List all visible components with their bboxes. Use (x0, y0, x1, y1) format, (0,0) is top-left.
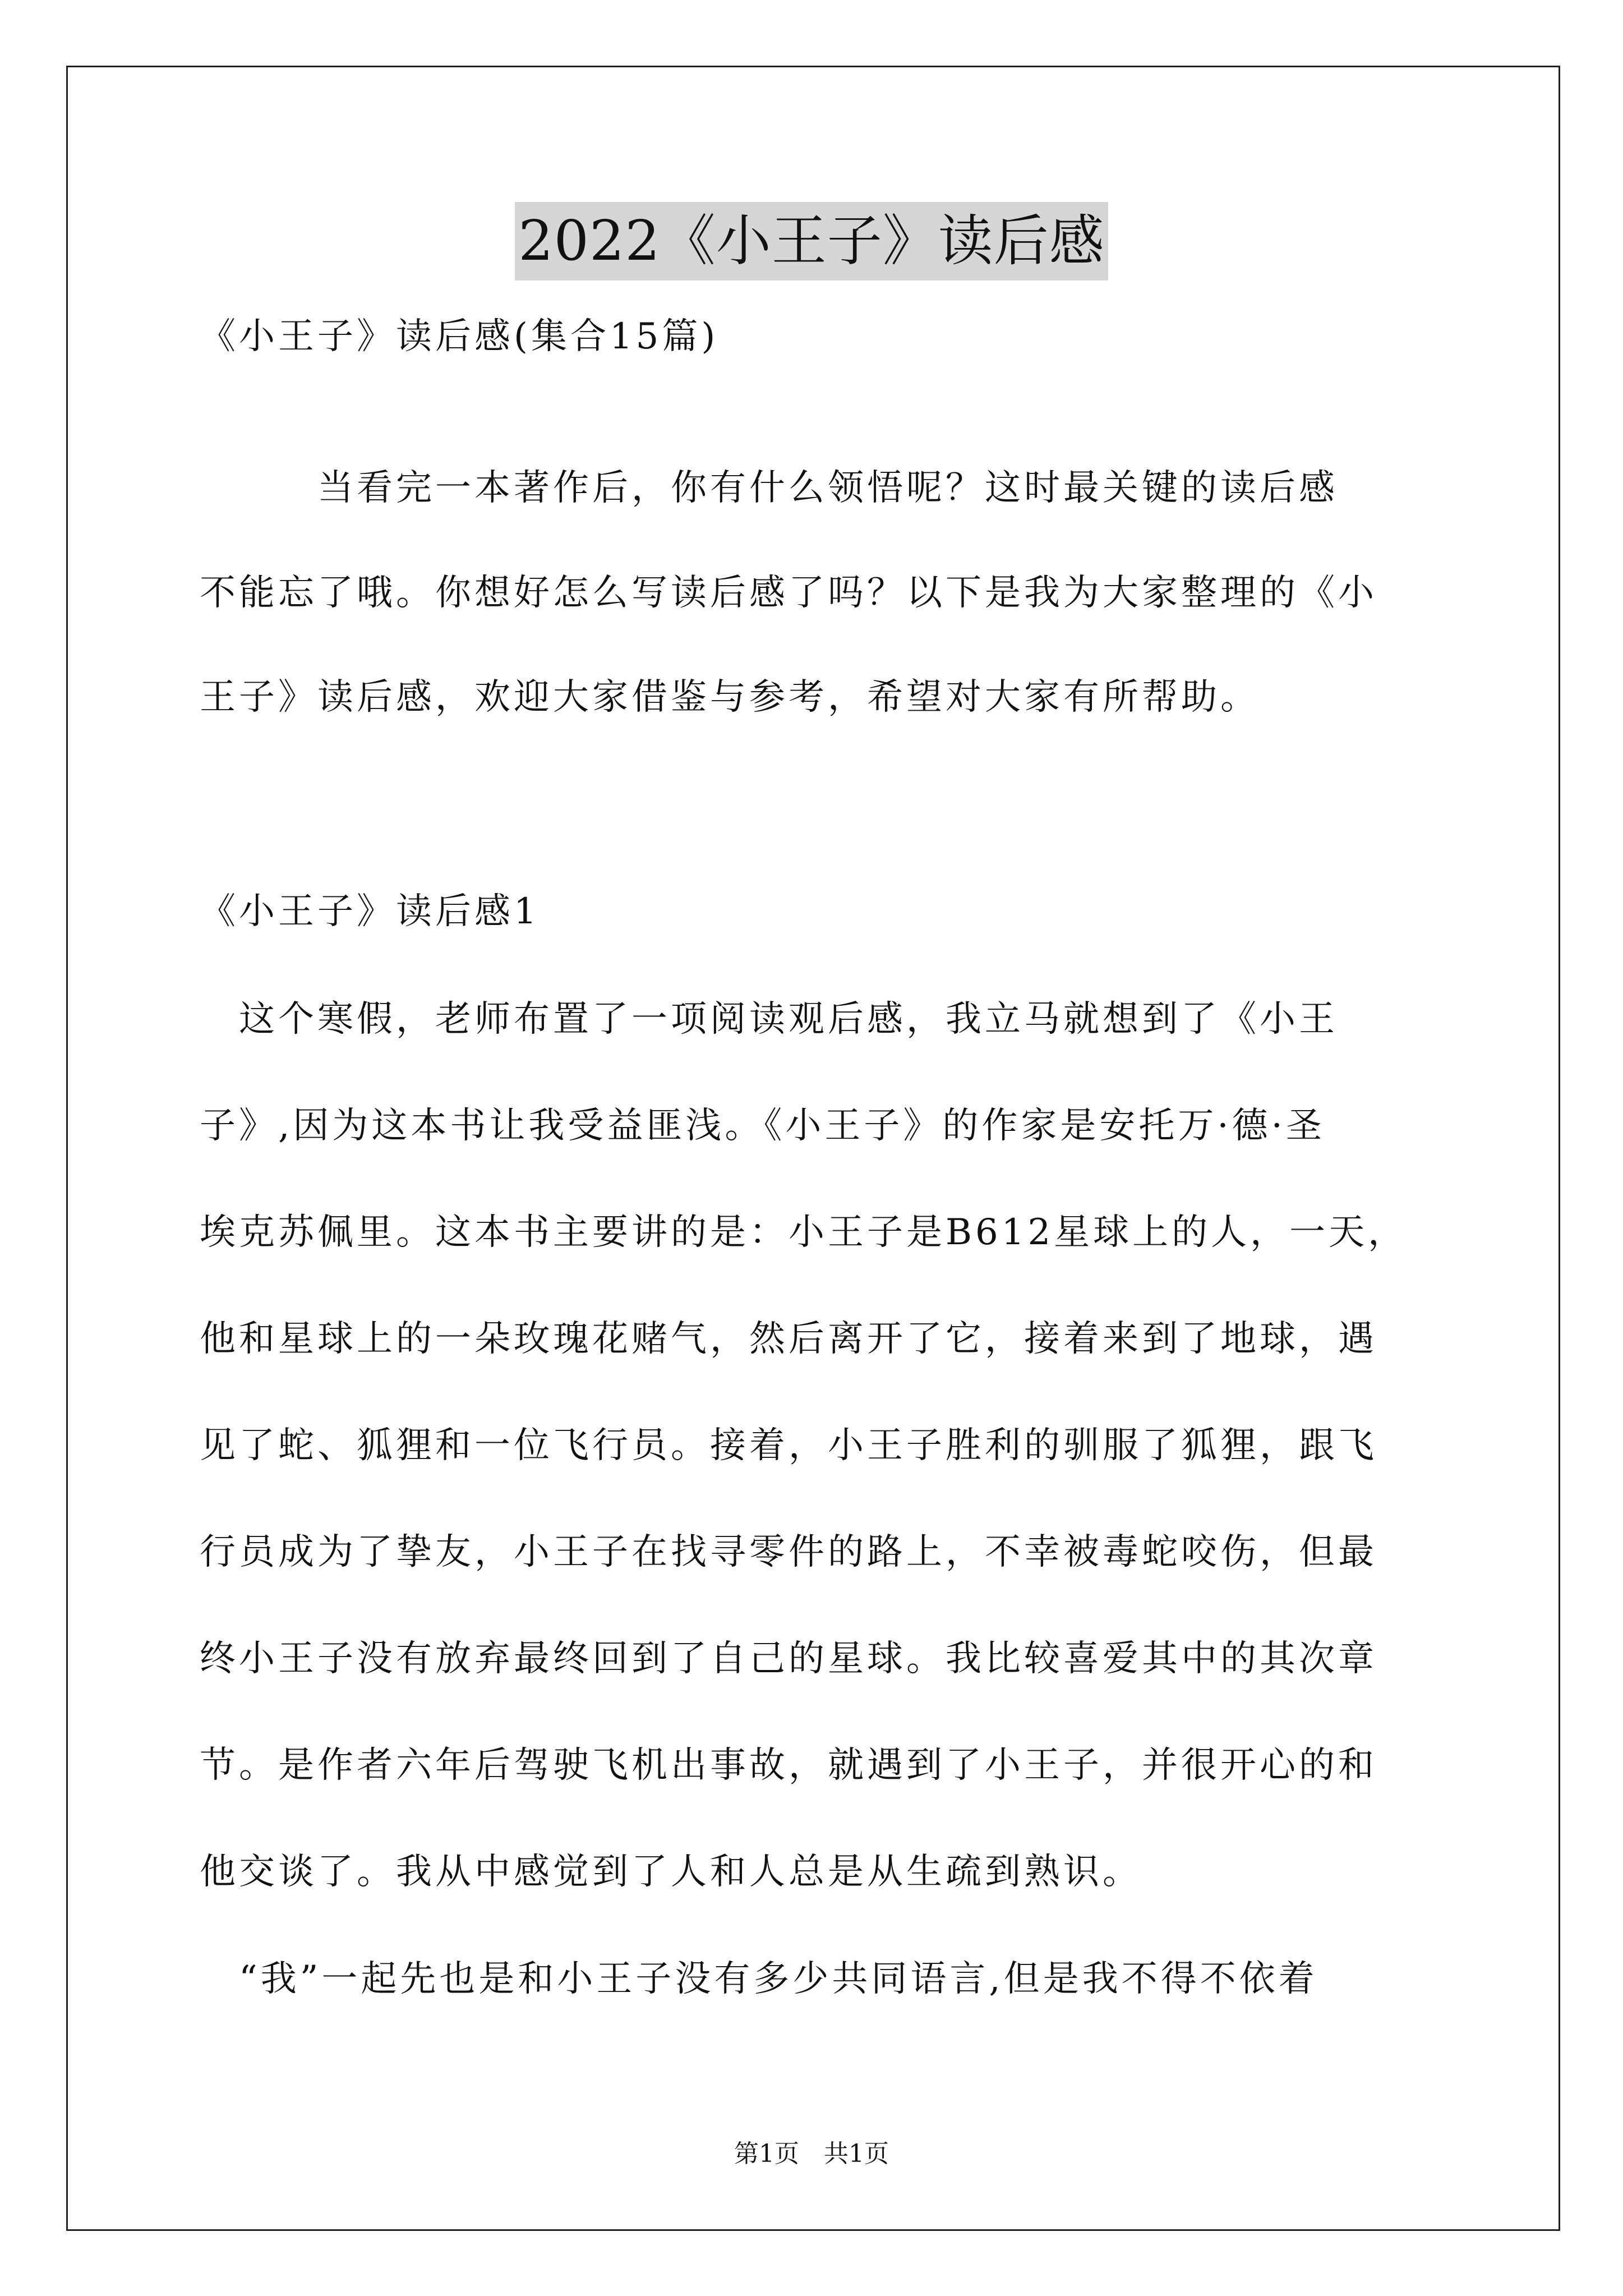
intro-line-2: 不能忘了哦。你想好怎么写读后感了吗？以下是我为大家整理的《小 (200, 572, 1377, 614)
body-line-2: 子》,因为这本书让我受益匪浅。《小王子》的作家是安托万·德·圣 (200, 1105, 1326, 1147)
body-line-8: 节。是作者六年后驾驶飞机出事故，就遇到了小王子，并很开心的和 (200, 1745, 1377, 1786)
intro-line-1: 当看完一本著作后，你有什么领悟呢？这时最关键的读后感 (200, 467, 1338, 509)
body-line-5: 见了蛇、狐狸和一位飞行员。接着，小王子胜利的驯服了狐狸，跟飞 (200, 1425, 1377, 1466)
body-line-6: 行员成为了挚友，小王子在找寻零件的路上，不幸被毒蛇咬伤，但最 (200, 1531, 1377, 1573)
page-footer: 第1页 共1页 (734, 2139, 889, 2168)
page-border (66, 66, 1560, 2231)
body-line-10: “我”一起先也是和小王子没有多少共同语言,但是我不得不依着 (200, 1958, 1318, 2000)
body-line-3: 埃克苏佩里。这本书主要讲的是：小王子是B612星球上的人，一天， (200, 1212, 1408, 1253)
subtitle-line: 《小王子》读后感(集合15篇) (200, 316, 719, 357)
body-line-4: 他和星球上的一朵玫瑰花赌气，然后离开了它，接着来到了地球，遇 (200, 1318, 1377, 1360)
section-heading-1: 《小王子》读后感1 (200, 891, 540, 932)
title-wrap (0, 202, 1623, 280)
body-line-7: 终小王子没有放弃最终回到了自己的星球。我比较喜爱其中的其次章 (200, 1638, 1377, 1680)
body-line-9: 他交谈了。我从中感觉到了人和人总是从生疏到熟识。 (200, 1851, 1142, 1893)
document-title: 2022《小王子》读后感 (515, 202, 1108, 280)
intro-line-3: 王子》读后感，欢迎大家借鉴与参考，希望对大家有所帮助。 (200, 677, 1260, 718)
body-line-1: 这个寒假，老师布置了一项阅读观后感，我立马就想到了《小王 (200, 999, 1338, 1040)
